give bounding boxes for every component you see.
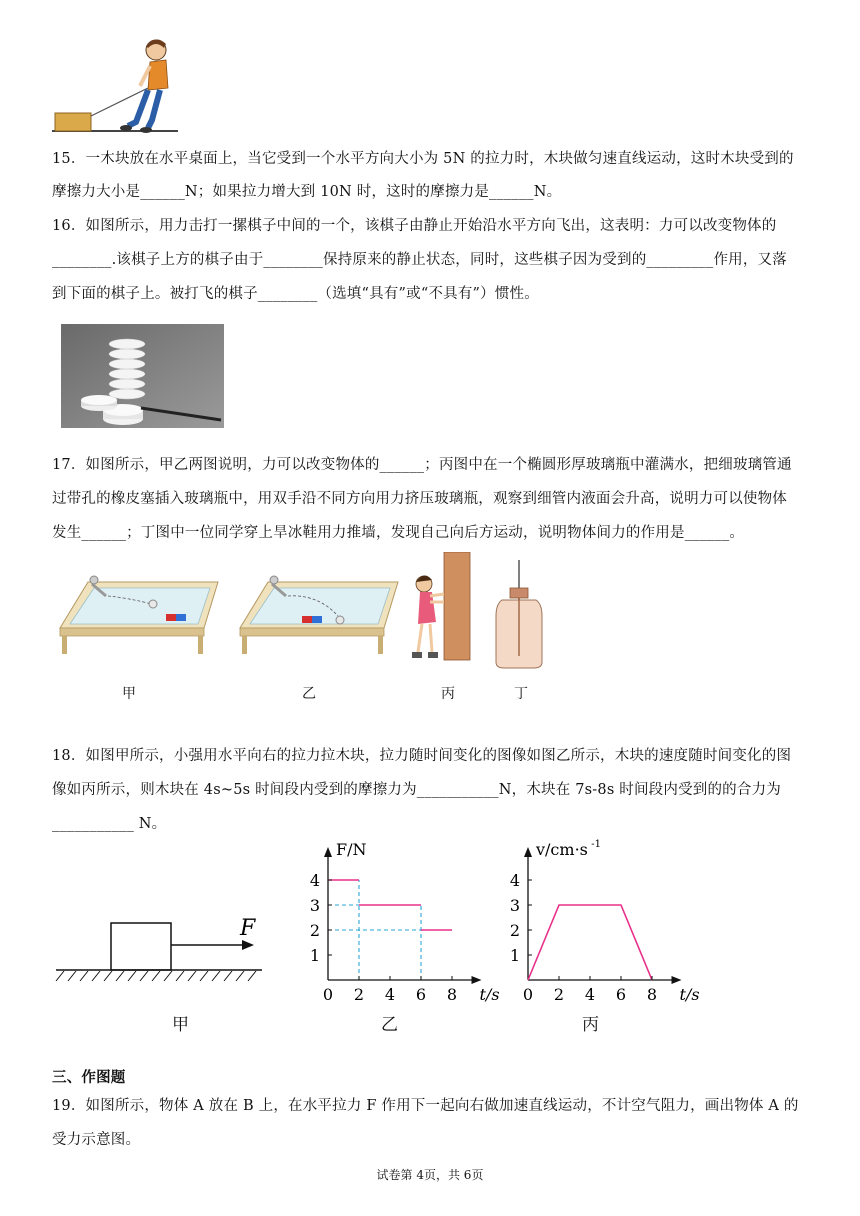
- x-tick-label-4: 4: [584, 985, 596, 1004]
- boy-pulling-block-figure: [52, 30, 182, 134]
- table-ball-magnet-figure-jia: [54, 568, 224, 660]
- y-axis-arrow: [324, 847, 332, 857]
- y-tick-label-1: 1: [509, 946, 520, 965]
- q18-line-1: 18．如图甲所示，小强用水平向右的拉力拉木块，拉力随时间变化的图像如图乙所示，木块的速度随时间变化的图: [52, 748, 792, 764]
- x-tick-label-0: 0: [322, 985, 334, 1004]
- velocity-time-chart: [500, 828, 700, 1008]
- q19-line-1: 19．如图所示，物体 A 放在 B 上，在水平拉力 F 作用下一起向右做加速直线运动，不计空气阻力，画出物体 A 的: [52, 1098, 799, 1114]
- x-tick-label-6: 6: [415, 985, 427, 1004]
- block-force-figure: [54, 905, 274, 985]
- force-F-label: F: [240, 916, 256, 941]
- y-axis-label-superscript: -1: [591, 839, 601, 850]
- table-ball-magnet-figure-yi: [234, 568, 404, 660]
- y-tick-label-2: 2: [309, 921, 320, 940]
- q19-line-2: 受力示意图。: [52, 1132, 141, 1148]
- x-tick-label-6: 6: [615, 985, 627, 1004]
- y-tick-label-3: 3: [509, 896, 520, 915]
- caption-jia: 甲: [122, 686, 136, 702]
- x-tick-label-8: 8: [646, 985, 658, 1004]
- y-tick-label-4: 4: [509, 871, 520, 890]
- q17-line-2: 过带孔的橡皮塞插入玻璃瓶中，用双手沿不同方向用力挤压玻璃瓶，观察到细管内液面会升高，说明力可以使物体: [52, 491, 787, 507]
- caption-fig-jia: 甲: [172, 1015, 189, 1035]
- y-tick-label-3: 3: [309, 896, 320, 915]
- x-tick-label-4: 4: [384, 985, 396, 1004]
- caption-ding: 丁: [514, 686, 528, 702]
- q16-line-3: 到下面的棋子上。被打飞的棋子________（选填“具有”或“不具有”）惯性。: [52, 286, 539, 302]
- caption-chart-yi: 乙: [381, 1015, 398, 1035]
- glass-bottle-tube-figure: [494, 560, 544, 670]
- y-axis-label: F/N: [336, 840, 367, 859]
- person-pushing-wall-figure: [410, 552, 474, 664]
- x-tick-label-2: 2: [553, 985, 565, 1004]
- x-tick-label-8: 8: [446, 985, 458, 1004]
- y-axis-arrow: [524, 847, 532, 857]
- q17-line-1: 17．如图所示，甲乙两图说明，力可以改变物体的______；丙图中在一个椭圆形厚玻璃瓶中灌满水，把细玻璃管通: [52, 457, 792, 473]
- x-tick-label-0: 0: [522, 985, 534, 1004]
- x-axis-label: t/s: [679, 985, 700, 1004]
- caption-chart-bing: 丙: [582, 1015, 599, 1035]
- q17-line-3: 发生______；丁图中一位同学穿上旱冰鞋用力推墙，发现自己向后方运动，说明物体间力的作用是______。: [52, 525, 745, 541]
- caption-bing: 丙: [441, 686, 455, 702]
- y-tick-label-4: 4: [309, 871, 320, 890]
- y-tick-label-1: 1: [309, 946, 320, 965]
- q18-line-2: 像如丙所示，则木块在 4s~5s 时间段内受到的摩擦力为___________N，木块在 7s-8s 时间段内受到的的合力为: [52, 782, 781, 798]
- q16-line-1: 16．如图所示，用力击打一摞棋子中间的一个，该棋子由静止开始沿水平方向飞出，这表明：力可以改变物体的: [52, 218, 777, 234]
- force-time-chart: [300, 828, 500, 1008]
- q15-line-2: 摩擦力大小是______N；如果拉力增大到 10N 时，这时的摩擦力是______N。: [52, 184, 562, 200]
- caption-yi: 乙: [302, 686, 316, 702]
- page-footer: 试卷第 4页，共 6页: [376, 1168, 484, 1182]
- series-0-segment-0: [528, 905, 652, 980]
- x-tick-label-2: 2: [353, 985, 365, 1004]
- q18-line-3: ___________ N。: [52, 816, 167, 832]
- chess-pieces-photo: [61, 324, 224, 428]
- y-tick-label-2: 2: [509, 921, 520, 940]
- q15-line-1: 15．一木块放在水平桌面上，当它受到一个水平方向大小为 5N 的拉力时，木块做匀速直线运动，这时木块受到的: [52, 151, 794, 167]
- section-title: 三、作图题: [52, 1069, 126, 1086]
- x-axis-arrow: [472, 976, 482, 984]
- q16-line-2: ________.该棋子上方的棋子由于________保持原来的静止状态，同时，这些棋子因为受到的_________作用，又落: [52, 252, 787, 268]
- x-axis-arrow: [672, 976, 682, 984]
- x-axis-label: t/s: [479, 985, 500, 1004]
- y-axis-label: v/cm·s: [536, 840, 588, 859]
